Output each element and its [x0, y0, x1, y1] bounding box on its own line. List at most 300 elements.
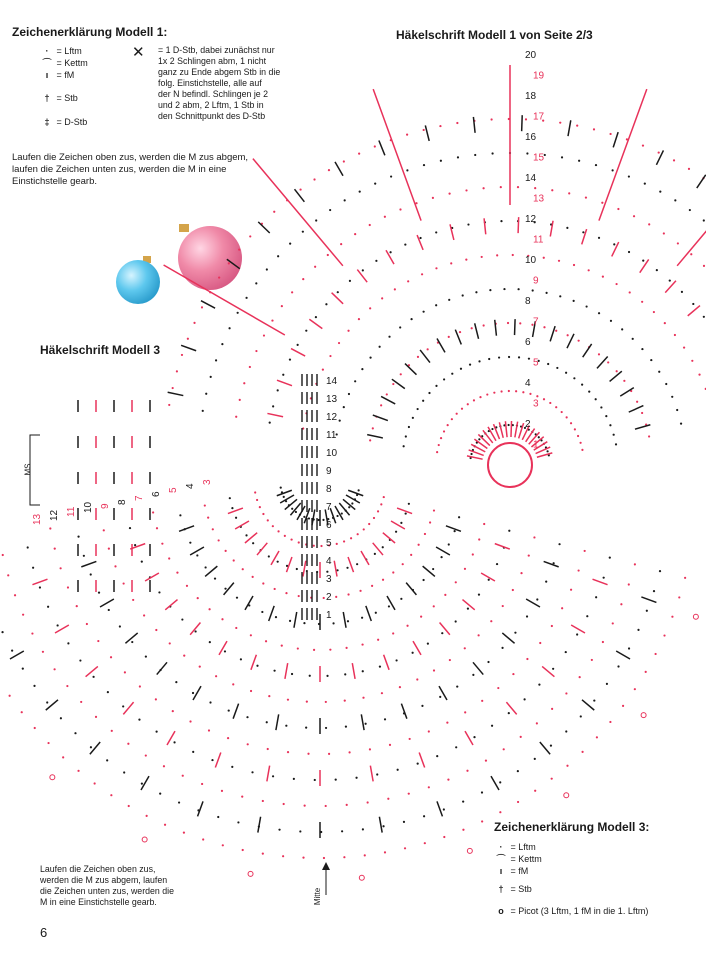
chart3-chain-arc: [646, 610, 648, 612]
chart3-title: Häkelschrift Modell 3: [40, 343, 161, 357]
chart3-stitch: [165, 600, 177, 610]
chart1-chain-arc: [281, 305, 283, 307]
chart1-chain-arc: [576, 124, 578, 126]
chart3-chain-arc: [472, 553, 474, 555]
chart1-chain-arc: [465, 258, 467, 260]
chart3-chain-arc: [231, 507, 233, 509]
chart3-chain-arc: [464, 711, 466, 713]
chart1-chain-arc: [650, 359, 652, 361]
chart3-chain-arc: [287, 699, 289, 701]
chart1-chain-arc: [218, 276, 220, 278]
chart3-round-label: 5: [326, 538, 332, 549]
chart3-chain-arc: [280, 487, 282, 489]
chart3-chain-arc: [418, 544, 420, 546]
chart3-chain-arc: [456, 685, 458, 687]
chart1-chain-arc: [586, 305, 588, 307]
chart3-chain-arc: [628, 583, 630, 585]
chart3-note: Laufen die Zeichen oben zus, werden die M zus abgem, laufen die Zeichen unten zus, werden die M in eine Einstichstelle gearb.: [40, 864, 174, 907]
chart1-chain-arc: [490, 118, 492, 120]
chart3-chain-arc: [284, 535, 286, 537]
chart3-chain-arc: [214, 577, 216, 579]
chart1-chain-arc: [193, 322, 195, 324]
chart3-chain-arc: [429, 521, 431, 523]
legend1-item: ı = fM: [40, 70, 74, 81]
chart1-chain-arc: [500, 220, 502, 222]
chart3-round-label: 9: [326, 466, 332, 477]
chart3-chain-arc: [77, 770, 79, 772]
chart3-chain-arc: [591, 659, 593, 661]
chart3-chain-arc: [609, 721, 611, 723]
chart3-chain-arc: [369, 748, 371, 750]
chart1-chain-arc: [291, 291, 293, 293]
chart3-picot: [50, 775, 55, 780]
chart3-left-label: 13: [32, 513, 43, 525]
chart1-chain-arc: [406, 134, 408, 136]
chart1-chain-arc: [585, 196, 587, 198]
chart3-chain-arc: [481, 791, 483, 793]
chart3-chain-arc: [399, 686, 401, 688]
chart3-chain-arc: [161, 543, 163, 545]
chart3-chain-arc: [235, 627, 237, 629]
chart1-chain-arc: [601, 202, 603, 204]
chart1-chain-arc: [578, 160, 580, 162]
chart1-stitch: [640, 259, 649, 272]
chart3-chain-arc: [579, 676, 581, 678]
chart1-stitch: [425, 125, 429, 141]
chart3-chain-arc: [27, 546, 29, 548]
chart1-chain-arc: [358, 318, 360, 320]
chart3-chain-arc: [250, 634, 252, 636]
chart1-chain-arc: [543, 257, 545, 259]
chart1-chain-arc: [559, 295, 561, 297]
chart3-chain-arc: [341, 830, 343, 832]
chart3-chain-arc: [348, 506, 350, 508]
chart1-chain-arc: [181, 354, 183, 356]
chart1-chain-arc: [390, 175, 392, 177]
chart3-chain-arc: [141, 560, 143, 562]
chart3-diagram: [20, 357, 650, 900]
chart1-chain-arc: [440, 160, 442, 162]
chart1-chain-arc: [302, 231, 304, 233]
chart3-chain-arc: [389, 744, 391, 746]
chart3-chain-arc: [103, 529, 105, 531]
chart3-chain-arc: [212, 528, 214, 530]
chart3-stitch: [157, 662, 167, 674]
chart3-chain-arc: [291, 508, 293, 510]
chart3-chain-arc: [551, 708, 553, 710]
chart3-chain-arc: [603, 577, 605, 579]
legend3-item: † = Stb: [494, 884, 532, 895]
chart3-chain-arc: [90, 746, 92, 748]
chart1-chain-arc: [489, 289, 491, 291]
chart3-chain-arc: [485, 760, 487, 762]
chart3-chain-arc: [326, 675, 328, 677]
chart3-chain-arc: [478, 538, 480, 540]
chart1-chain-arc: [237, 312, 239, 314]
legend1-item: ‡ = D-Stb: [40, 117, 87, 128]
chart1-chain-arc: [399, 208, 401, 210]
chart3-chain-arc: [208, 608, 210, 610]
chart1-round-label: 3: [533, 398, 539, 410]
chart1-stitch: [181, 345, 196, 350]
chart3-chain-arc: [447, 779, 449, 781]
chart3-chain-arc: [152, 511, 154, 513]
chart3-chain-arc: [95, 716, 97, 718]
chart3-chain-arc: [308, 517, 310, 519]
legend1-title: Zeichenerklärung Modell 1:: [12, 25, 168, 39]
chart3-stitch: [379, 817, 382, 833]
chart3-chain-arc: [232, 683, 234, 685]
chart3-chain-arc: [439, 696, 441, 698]
chart3-stitch: [571, 625, 585, 633]
chart3-chain-arc: [433, 605, 435, 607]
chart3-chain-arc: [347, 620, 349, 622]
chart1-chain-arc: [325, 303, 327, 305]
chart3-chain-arc: [277, 530, 279, 532]
chart3-chain-arc: [329, 649, 331, 651]
chart3-chain-arc: [403, 821, 405, 823]
chart3-stitch: [544, 561, 559, 566]
chart3-chain-arc: [127, 743, 129, 745]
chart3-stitch: [343, 612, 346, 628]
chart3-chain-arc: [383, 496, 385, 498]
chart3-chain-arc: [433, 509, 435, 511]
chart3-chain-arc: [392, 632, 394, 634]
chart3-chain-arc: [654, 653, 656, 655]
chart3-chain-arc: [181, 618, 183, 620]
chart3-chain-arc: [209, 701, 211, 703]
chart3-stitch: [582, 700, 594, 710]
chart3-chain-arc: [204, 504, 206, 506]
chart1-chain-arc: [588, 269, 590, 271]
chart1-stitch: [583, 344, 592, 357]
chart1-round-label: 11: [533, 234, 544, 246]
chart1-chain-arc: [407, 280, 409, 282]
chart3-chain-arc: [247, 743, 249, 745]
chart3-chain-arc: [320, 545, 322, 547]
chart1-chain-arc: [481, 256, 483, 258]
chart3-stitch: [446, 526, 461, 531]
chart1-chain-arc: [277, 255, 279, 257]
chart3-chain-arc: [33, 685, 35, 687]
chart1-stitch: [656, 150, 663, 164]
chart3-chain-arc: [217, 816, 219, 818]
chart3-chain-arc: [60, 717, 62, 719]
chart1-chain-arc: [628, 251, 630, 253]
chart3-chain-arc: [395, 531, 397, 533]
chart3-chain-arc: [376, 773, 378, 775]
chart1-chain-arc: [555, 330, 557, 332]
chart1-chain-arc: [582, 231, 584, 233]
chart3-chain-arc: [267, 748, 269, 750]
chart1-chain-arc: [381, 297, 383, 299]
chart3-chain-arc: [283, 803, 285, 805]
chart3-chain-arc: [182, 775, 184, 777]
chart3-chain-arc: [534, 790, 536, 792]
chart3-chain-arc: [123, 771, 125, 773]
legend1-item: † = Stb: [40, 93, 78, 104]
chart3-chain-arc: [436, 755, 438, 757]
chart3-stitch: [465, 731, 473, 745]
chart3-chain-arc: [32, 567, 34, 569]
chart3-chain-arc: [359, 590, 361, 592]
chart3-chain-arc: [350, 537, 352, 539]
chart3-chain-arc: [256, 499, 258, 501]
chart3-chain-arc: [111, 730, 113, 732]
chart3-stitch: [593, 579, 608, 584]
chart1-chain-arc: [423, 129, 425, 131]
chart1-chain-arc: [689, 209, 691, 211]
chart1-stitch: [568, 120, 571, 136]
chart1-chain-arc: [508, 356, 510, 358]
chart1-chain-arc: [228, 327, 230, 329]
chart1-chain-arc: [406, 169, 408, 171]
chart3-chain-arc: [77, 536, 79, 538]
chart1-chain-arc: [613, 243, 615, 245]
chart3-chain-arc: [653, 590, 655, 592]
chart3-stitch: [145, 573, 159, 581]
chart1-chain-arc: [369, 357, 371, 359]
chart3-chain-arc: [526, 658, 528, 660]
chart1-chain-arc: [641, 348, 643, 350]
chart3-chain-arc: [132, 599, 134, 601]
chart1-chain-arc: [665, 383, 667, 385]
chart3-chain-arc: [215, 675, 217, 677]
chart3-chain-arc: [481, 820, 483, 822]
chart3-chain-arc: [478, 634, 480, 636]
chart3-stitch: [391, 521, 405, 529]
chart3-chain-arc: [410, 554, 412, 556]
chart3-chain-arc: [473, 736, 475, 738]
chart3-chain-arc: [454, 530, 456, 532]
chart3-stitch: [437, 801, 442, 816]
chart3-chain-arc: [138, 718, 140, 720]
chart1-chain-arc: [462, 294, 464, 296]
chart3-chain-arc: [164, 824, 166, 826]
chart3-chain-arc: [362, 670, 364, 672]
chart3-chain-arc: [108, 548, 110, 550]
chart1-chain-arc: [568, 192, 570, 194]
chart3-chain-arc: [22, 668, 24, 670]
chart1-chain-arc: [343, 160, 345, 162]
chart3-chain-arc: [252, 542, 254, 544]
chart3-chain-arc: [462, 829, 464, 831]
chart3-chain-arc: [347, 593, 349, 595]
chart3-chain-arc: [539, 642, 541, 644]
chart3-stitch: [370, 766, 373, 782]
chart3-chain-arc: [74, 732, 76, 734]
chart3-stitch: [303, 561, 306, 577]
chart3-chain-arc: [86, 623, 88, 625]
chart3-chain-arc: [92, 676, 94, 678]
chart1-stitch: [550, 326, 555, 341]
chart1-chain-arc: [690, 253, 692, 255]
chart3-chain-arc: [659, 570, 661, 572]
chart3-left-label: 4: [185, 483, 196, 489]
chart3-chain-arc: [131, 641, 133, 643]
chart3-chain-arc: [609, 557, 611, 559]
chart1-chain-arc: [314, 266, 316, 268]
chart3-chain-arc: [207, 517, 209, 519]
double-crochet-icon: †: [44, 93, 50, 103]
chart3-chain-arc: [307, 753, 309, 755]
chart1-stitch: [550, 221, 553, 237]
chart3-chain-arc: [225, 550, 227, 552]
chart3-chain-arc: [224, 650, 226, 652]
chart1-round-label: 1: [533, 439, 539, 451]
chart3-chain-arc: [242, 568, 244, 570]
chart1-round-label: 10: [525, 255, 537, 266]
chart1-chain-arc: [691, 360, 693, 362]
chart3-stitch: [286, 557, 291, 572]
chart3-chain-arc: [336, 515, 338, 517]
chart3-chain-arc: [348, 751, 350, 753]
chart1-chain-arc: [347, 330, 349, 332]
chart3-chain-arc: [241, 795, 243, 797]
chart3-chain-arc: [377, 639, 379, 641]
chart3-chain-arc: [1, 631, 3, 633]
chart3-round-label: 6: [326, 520, 332, 531]
chart3-chain-arc: [175, 681, 177, 683]
chart3-chain-arc: [466, 770, 468, 772]
chart3-chain-arc: [514, 632, 516, 634]
chart3-chain-arc: [566, 765, 568, 767]
chart3-chain-arc: [382, 579, 384, 581]
chart3-chain-arc: [60, 567, 62, 569]
chart3-chain-arc: [285, 725, 287, 727]
chart3-left-label: 12: [49, 509, 60, 521]
chart3-chain-arc: [384, 718, 386, 720]
chart1-chain-arc: [297, 344, 299, 346]
chart1-chain-arc: [598, 237, 600, 239]
chart3-chain-arc: [408, 793, 410, 795]
chart3-stitch: [423, 566, 435, 576]
chart3-chain-arc: [201, 783, 203, 785]
chart3-stitch: [384, 655, 389, 670]
chart1-round-label: 8: [525, 296, 531, 307]
chart3-chain-arc: [341, 512, 343, 514]
chart3-left-label: 9: [100, 503, 111, 509]
chart3-chain-arc: [7, 574, 9, 576]
chart3-chain-arc: [313, 545, 315, 547]
chart3-picot: [359, 875, 364, 880]
chart3-chain-arc: [558, 543, 560, 545]
chart3-chain-arc: [595, 596, 597, 598]
chart1-chain-arc: [340, 243, 342, 245]
chart3-stitch: [641, 597, 656, 602]
chart3-chain-arc: [298, 541, 300, 543]
chart3-chain-arc: [274, 588, 276, 590]
chart1-chain-arc: [681, 291, 683, 293]
chart1-chain-arc: [313, 178, 315, 180]
chart3-chain-arc: [634, 688, 636, 690]
chart1-chain-arc: [448, 336, 450, 338]
chart1-round-label: 12: [525, 214, 537, 225]
chart3-chain-arc: [53, 668, 55, 670]
chart3-chain-arc: [499, 781, 501, 783]
chart3-chain-arc: [421, 705, 423, 707]
chart1-chain-arc: [448, 193, 450, 195]
chart3-stitch: [406, 583, 416, 595]
chart3-chain-arc: [380, 503, 382, 505]
chart1-spine: [677, 159, 706, 266]
chart3-chain-arc: [281, 645, 283, 647]
chart1-chain-arc: [656, 269, 658, 271]
chart3-chain-arc: [246, 716, 248, 718]
chart3-chain-arc: [293, 778, 295, 780]
chart3-chain-arc: [259, 506, 261, 508]
chart3-picot: [142, 837, 147, 842]
chart1-stitch: [688, 306, 700, 316]
chart3-round-label: 7: [326, 502, 332, 513]
chart3-picot: [641, 713, 646, 718]
chart3-chain-arc: [512, 673, 514, 675]
chart1-chain-arc: [315, 316, 317, 318]
chart3-chain-arc: [267, 519, 269, 521]
chart1-chain-arc: [456, 122, 458, 124]
chart3-chain-arc: [328, 753, 330, 755]
chart3-chain-arc: [363, 528, 365, 530]
chart3-chain-arc: [323, 857, 325, 859]
chart1-chain-arc: [394, 288, 396, 290]
chart3-round-label: 2: [326, 592, 332, 603]
chart3-chain-arc: [443, 836, 445, 838]
chart3-chain-arc: [420, 616, 422, 618]
chart3-chain-arc: [9, 695, 11, 697]
chart1-chain-arc: [512, 254, 514, 256]
chart1-chain-arc: [354, 233, 356, 235]
chart3-chain-arc: [306, 570, 308, 572]
chart3-chain-arc: [499, 811, 501, 813]
chart3-chain-arc: [134, 544, 136, 546]
chart3-chain-arc: [79, 659, 81, 661]
chart3-chain-arc: [114, 565, 116, 567]
chart1-chain-arc: [439, 125, 441, 127]
chart1-chain-arc: [471, 327, 473, 329]
chart1-chain-arc: [450, 262, 452, 264]
chart3-stitch: [419, 753, 424, 768]
chart1-chain-arc: [315, 219, 317, 221]
chart1-chain-arc: [615, 283, 617, 285]
chart3-chain-arc: [497, 687, 499, 689]
chart3-chain-arc: [365, 723, 367, 725]
chart1-stitch: [291, 349, 305, 357]
chart3-chain-arc: [534, 758, 536, 760]
chart3-chain-arc: [262, 582, 264, 584]
chart1-chain-arc: [369, 307, 371, 309]
chart3-chain-arc: [581, 751, 583, 753]
chart3-chain-arc: [123, 582, 125, 584]
chart3-round-label: 4: [326, 556, 332, 567]
chart3-chain-arc: [224, 588, 226, 590]
chart1-chain-arc: [633, 215, 635, 217]
chart3-stitch: [361, 714, 364, 730]
chart3-chain-arc: [424, 533, 426, 535]
chart3-chain-arc: [199, 666, 201, 668]
chart1-chain-arc: [543, 326, 545, 328]
chart1-stitch: [665, 281, 676, 293]
chart3-chain-arc: [602, 641, 604, 643]
chart1-stitch: [495, 320, 497, 336]
chart3-chain-arc: [565, 692, 567, 694]
chart1-round-label: 15: [533, 152, 545, 164]
chart3-chain-arc: [428, 786, 430, 788]
chart3-chain-arc: [501, 647, 503, 649]
chart3-chain-arc: [375, 612, 377, 614]
chart1-chain-arc: [255, 350, 257, 352]
chart3-stitch: [81, 561, 96, 566]
chart3-chain-arc: [550, 745, 552, 747]
